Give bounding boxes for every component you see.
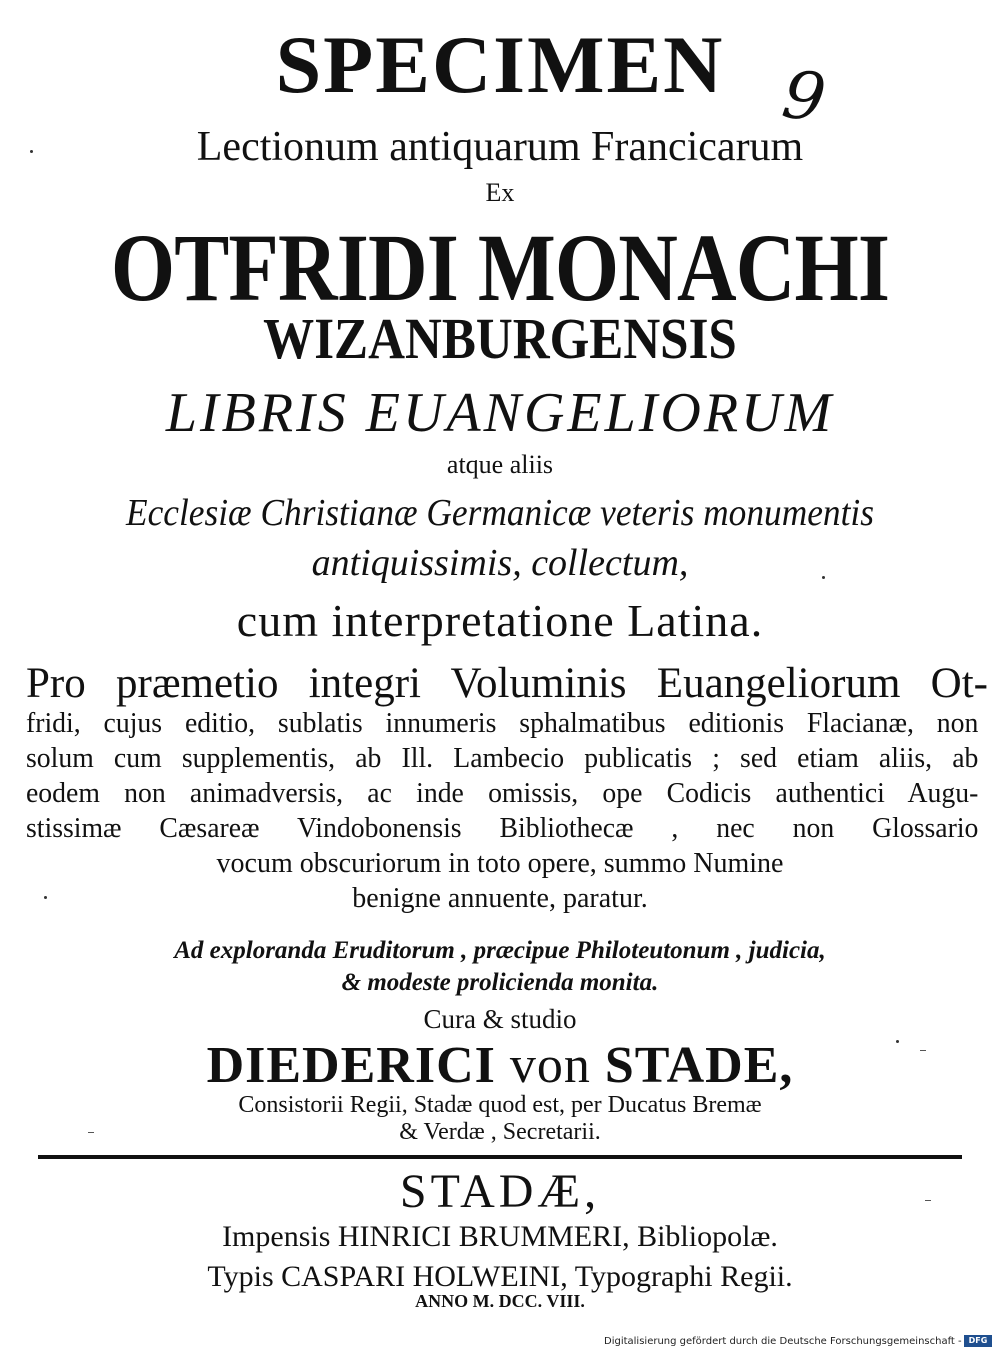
scan-speck <box>44 896 47 899</box>
body-line: stissimæ Cæsareæ Vindobonensis Bibliothecæ , nec non Glossario <box>26 813 979 844</box>
subtitle-lectionum: Lectionum antiquarum Francicarum <box>196 124 804 170</box>
subtitle-ex: Ex <box>485 178 515 207</box>
author-office: & Verdæ , Secretarii. <box>399 1119 601 1145</box>
body-line-pro: Pro præmetio integri Voluminis Euangeliorum Ot- <box>26 660 988 707</box>
subtitle-antiquissimis: antiquissimis, collectum, <box>311 542 689 584</box>
scan-speck <box>30 150 33 153</box>
body-line: benigne annuente, paratur. <box>352 883 648 914</box>
scan-mark <box>925 1200 931 1201</box>
handwritten-number: 9 <box>777 55 831 138</box>
motto-line: Ad exploranda Eruditorum , præcipue Philoteutonum , judicia, <box>174 937 826 964</box>
imprint-year: ANNO M. DCC. VIII. <box>415 1291 585 1311</box>
scan-speck <box>896 1040 899 1043</box>
imprint-printer: Typis CASPARI HOLWEINI, Typographi Regii. <box>207 1260 793 1293</box>
scan-speck <box>822 576 825 579</box>
cura-line: Cura & studio <box>423 1004 577 1034</box>
dfg-logo: DFG <box>964 1335 992 1347</box>
body-line: eodem non animadversis, ac inde omissis, ope Codicis authentici Augu- <box>26 778 979 809</box>
divider-rule <box>38 1155 962 1159</box>
body-line: fridi, cujus editio, sublatis innumeris sphalmatibus editionis Flacianæ, non <box>26 708 979 739</box>
title-wizanburgensis: WIZANBURGENSIS <box>263 306 737 371</box>
author-office: Consistorii Regii, Stadæ quod est, per Ducatus Bremæ <box>238 1092 762 1118</box>
author-first: DIEDERICI <box>206 1037 496 1094</box>
subtitle-ecclesiae: Ecclesiæ Christianæ Germanicæ veteris monumentis <box>126 492 874 534</box>
author-von: von <box>509 1037 591 1094</box>
author-last: STADE, <box>604 1037 794 1094</box>
imprint-publisher: Impensis HINRICI BRUMMERI, Bibliopolæ. <box>222 1220 778 1253</box>
scan-mark <box>920 1050 926 1051</box>
imprint-place: STADÆ, <box>399 1165 601 1218</box>
body-line: vocum obscuriorum in toto opere, summo Numine <box>216 848 784 879</box>
motto-line: & modeste prolicienda monita. <box>341 969 659 996</box>
title-specimen: SPECIMEN <box>275 19 725 110</box>
subtitle-atque: atque aliis <box>446 450 554 479</box>
body-line: solum cum supplementis, ab Ill. Lambecio publicatis ; sed etiam aliis, ab <box>26 743 979 774</box>
subtitle-interpretatione: cum interpretatione Latina. <box>236 595 764 646</box>
title-libris: LIBRIS EUANGELIORUM <box>165 382 835 444</box>
author-name <box>0 1037 1000 1094</box>
scan-mark <box>88 1132 94 1133</box>
digitization-credit: Digitalisierung gefördert durch die Deutsche Forschungsgemeinschaft - <box>604 1336 962 1347</box>
title-otfridi: OTFRIDI MONACHI <box>110 214 890 321</box>
